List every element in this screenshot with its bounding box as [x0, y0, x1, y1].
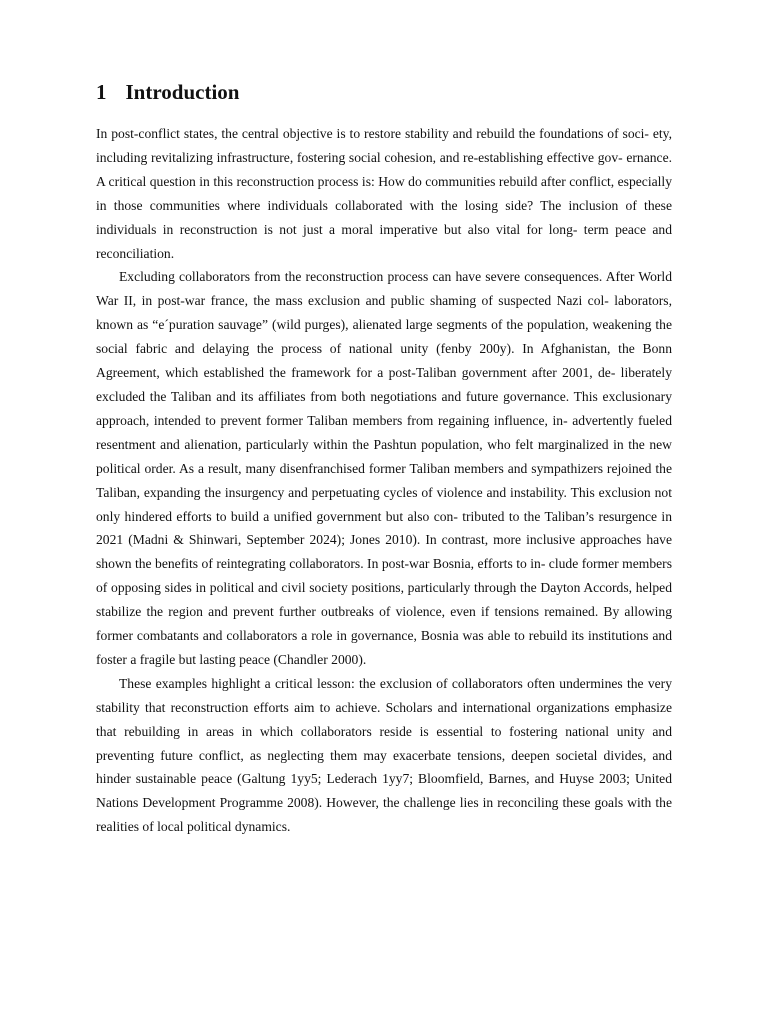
paragraph-lesson: These examples highlight a critical lesson: the exclusion of collaborators often undermines the very stability that reconstruction efforts aim to achieve. Scholars and international organizations emphasize that rebuilding in areas in which collaborators reside is essential to fostering national unity and preventing future conflict, as neglecting them may exacerbate tensions, deepen societal divides, and hinder sustainable peace (Galtung 1yy5; Lederach 1yy7; Bloomfield, Barnes, and Huyse 2003; United Nations Development Programme 2008). However, the challenge lies in reconciling these goals with the realities of local political dynamics. [96, 675, 672, 835]
paragraph-intro: In post-conflict states, the central objective is to restore stability and rebuild the foundations of soci- ety, including revitalizing infrastructure, fostering social cohesion, and re-establishing effective gov- ernance. A critical question in this reconstruction process is: How do communities rebuild after conflict, especially in those communities where individuals collaborated with the losing side? The inclusion of these individuals in reconstruction is not just a moral imperative but also vital for long- term peace and reconciliation. [96, 126, 672, 261]
document-page [96, 78, 672, 839]
section-number: 1 [96, 80, 107, 104]
section-title: Introduction [125, 80, 240, 104]
section-heading [96, 78, 672, 106]
paragraph-exclusion: Excluding collaborators from the reconstruction process can have severe consequences. After World War II, in post-war france, the mass exclusion and public shaming of suspected Nazi col- laborators, known as “e´puration sauvage” (wild purges), alienated large segments of the population, weakening the social fabric and delaying the process of national unity (fenby 200y). In Afghanistan, the Bonn Agreement, which established the framework for a post-Taliban government after 2001, de- liberately excluded the Taliban and its affiliates from both negotiations and future governance. This exclusionary approach, intended to prevent former Taliban members from regaining influence, in- advertently fueled resentment and alienation, particularly within the Pashtun population, who felt marginalized in the new political order. As a result, many disenfranchised former Taliban members and sympathizers rejoined the Taliban, expanding the insurgency and perpetuating cycles of violence and instability. This exclusion not only hindered efforts to build a unified government but also con- tributed to the Taliban’s resurgence in 2021 (Madni & Shinwari, September 2024); Jones 2010). In contrast, more inclusive approaches have shown the benefits of reintegrating collaborators. In post-war Bosnia, efforts to in- clude former members of opposing sides in political and civil society positions, particularly through the Dayton Accords, helped stabilize the region and prevent further outbreaks of violence, even if tensions remained. By allowing former combatants and collaborators a role in governance, Bosnia was able to rebuild its institutions and foster a fragile but lasting peace (Chandler 2000). [96, 269, 672, 667]
